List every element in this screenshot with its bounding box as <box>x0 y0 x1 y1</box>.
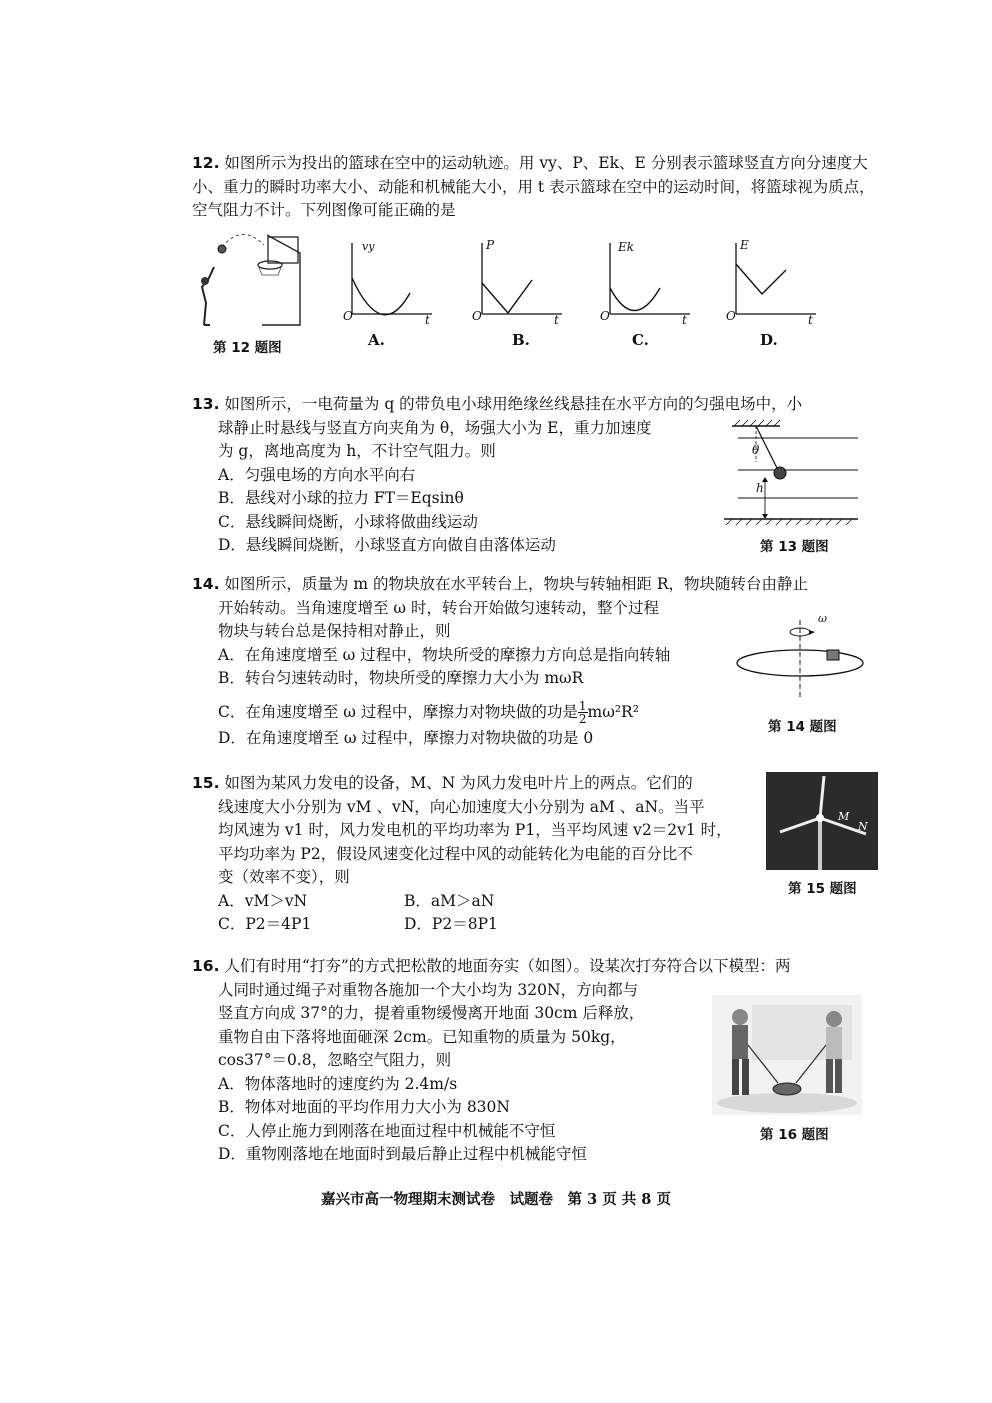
question-stem-line-3: 为 g，离地高度为 h，不计空气阻力。则 <box>218 442 496 460</box>
graph-a-origin: O <box>343 309 353 323</box>
option-a[interactable]: A．物体落地时的速度约为 2.4m/s <box>218 1074 458 1093</box>
option-c-text: C．在角速度增至 ω 过程中，摩擦力对物块做的功是 <box>218 702 578 721</box>
tamping-figure <box>712 995 862 1115</box>
question-12 <box>192 152 882 223</box>
question-15 <box>192 772 752 937</box>
question-stem-line-5: 变（效率不变），则 <box>218 868 350 886</box>
theta-label: θ <box>752 443 760 457</box>
question-stem-line-4: 平均功率为 P2，假设风速变化过程中风的动能转化为电能的百分比不 <box>218 844 693 863</box>
graph-c-origin: O <box>600 309 610 323</box>
question-stem-line-1 <box>192 955 882 979</box>
question-stem-line-2: 开始转动。当角速度增至 ω 时，转台开始做匀速转动，整个过程 <box>218 598 659 617</box>
option-b[interactable]: B．转台匀速转动时，物块所受的摩擦力大小为 mωR <box>218 669 584 687</box>
option-d-label[interactable]: D. <box>760 331 778 349</box>
question-stem: 如图所示为投出的篮球在空中的运动轨迹。用 vy、P、Ek、E 分别表示篮球竖直方向分速度大小、重力的瞬时功率大小、动能和机械能大小，用 t 表示篮球在空中的运动时间，将篮球视为质点，空气阻力不计。下列图像可能正确的是 <box>192 154 875 219</box>
stem-text: 如图为某风力发电的设备，M、N 为风力发电叶片上的两点。它们的 <box>224 774 693 792</box>
charged-ball-figure <box>720 418 860 530</box>
option-d[interactable]: D．在角速度增至 ω 过程中，摩擦力对物块做的功是 0 <box>218 728 594 747</box>
question-stem-line-4: 重物自由下落将地面砸深 2cm。已知重物的质量为 50kg， <box>218 1027 626 1046</box>
point-m-label: M <box>838 810 850 823</box>
stem-text: 如图所示，质量为 m 的物块放在水平转台上，物块与转轴相距 R，物块随转台由静止 <box>224 575 809 593</box>
options-row-2 <box>192 913 752 937</box>
option-c[interactable]: C．人停止施力到刚落在地面过程中机械能不守恒 <box>218 1121 556 1140</box>
caption-q13: 第 13 题图 <box>760 539 829 555</box>
point-n-label: N <box>858 820 868 833</box>
question-stem-line-1 <box>192 573 882 597</box>
caption-q14: 第 14 题图 <box>768 719 837 735</box>
option-c-label[interactable]: C. <box>632 331 649 349</box>
graph-c-ylabel: Ek <box>618 240 635 254</box>
question-stem-line-2: 线速度大小分别为 vM 、vN，向心加速度大小分别为 aM 、aN。当平 <box>218 797 705 816</box>
question-number: 14. <box>192 575 220 593</box>
fraction-half <box>578 700 588 725</box>
option-a-label[interactable]: A. <box>368 331 385 349</box>
question-number: 12. <box>192 154 220 172</box>
height-label: h <box>756 481 764 495</box>
option-d[interactable]: D．重物刚落地在地面时到最后静止过程中机械能守恒 <box>218 1145 587 1163</box>
graph-b-origin: O <box>472 309 482 323</box>
page-footer: 嘉兴市高一物理期末测试卷 试题卷 第 3 页 共 8 页 <box>321 1191 671 1208</box>
question-number: 13. <box>192 395 220 413</box>
option-d[interactable]: D．P2＝8P1 <box>404 915 498 933</box>
question-number: 16. <box>192 957 220 975</box>
graph-c-xlabel: t <box>682 313 687 327</box>
basketball-figure <box>192 225 312 330</box>
turntable-figure <box>735 608 870 703</box>
question-stem-line-5: cos37°＝0.8，忽略空气阻力，则 <box>218 1051 452 1069</box>
option-b-label[interactable]: B. <box>512 331 530 349</box>
question-stem-line-3: 均风速为 v1 时，风力发电机的平均功率为 P1，当平均风速 v2＝2v1 时， <box>218 821 732 839</box>
options-row-1 <box>192 890 752 914</box>
question-stem-line-1 <box>192 393 882 417</box>
caption-q16: 第 16 题图 <box>760 1127 829 1143</box>
graph-d-origin: O <box>726 309 736 323</box>
question-stem-line-1 <box>192 772 752 796</box>
question-stem-line-2: 人同时通过绳子对重物各施加一个大小均为 320N，方向都与 <box>218 980 639 999</box>
question-stem-line-2: 球静止时悬线与竖直方向夹角为 θ，场强大小为 E，重力加速度 <box>218 418 652 437</box>
option-c[interactable]: C．P2＝4P1 <box>218 915 312 933</box>
graph-d-xlabel: t <box>808 313 813 327</box>
fraction-numerator: 1 <box>578 699 587 713</box>
option-d[interactable]: D．悬线瞬间烧断，小球竖直方向做自由落体运动 <box>218 536 556 554</box>
option-b[interactable]: B．aM＞aN <box>404 891 495 910</box>
option-c[interactable]: C．悬线瞬间烧断，小球将做曲线运动 <box>218 512 478 531</box>
question-stem-line-3: 竖直方向成 37°的力，提着重物缓慢离开地面 30cm 后释放， <box>218 1004 645 1022</box>
omega-label: ω <box>818 612 827 625</box>
graph-b-xlabel: t <box>554 313 559 327</box>
option-c-formula: mω²R² <box>587 702 639 721</box>
stem-text: 人们有时用“打夯”的方式把松散的地面夯实（如图）。设某次打夯符合以下模型：两 <box>224 957 791 975</box>
option-a[interactable]: A．在角速度增至 ω 过程中，物块所受的摩擦力方向总是指向转轴 <box>218 645 671 664</box>
option-b[interactable]: B．悬线对小球的拉力 FT＝Eqsinθ <box>218 489 464 507</box>
graph-d-ylabel: E <box>740 238 749 252</box>
graph-a-xlabel: t <box>425 313 430 327</box>
option-a[interactable]: A．vM＞vN <box>218 891 308 910</box>
question-number: 15. <box>192 774 220 792</box>
caption-q15: 第 15 题图 <box>788 881 857 897</box>
option-b[interactable]: B．物体对地面的平均作用力大小为 830N <box>218 1098 510 1116</box>
option-a[interactable]: A．匀强电场的方向水平向右 <box>218 465 416 484</box>
fraction-denominator: 2 <box>578 712 587 726</box>
graph-b-ylabel: P <box>486 238 495 252</box>
graph-a-ylabel: vy <box>362 240 375 253</box>
caption-q12: 第 12 题图 <box>213 340 282 356</box>
question-stem-line-3: 物块与转台总是保持相对静止，则 <box>218 622 451 640</box>
stem-text: 如图所示，一电荷量为 q 的带负电小球用绝缘丝线悬挂在水平方向的匀强电场中，小 <box>224 395 803 413</box>
